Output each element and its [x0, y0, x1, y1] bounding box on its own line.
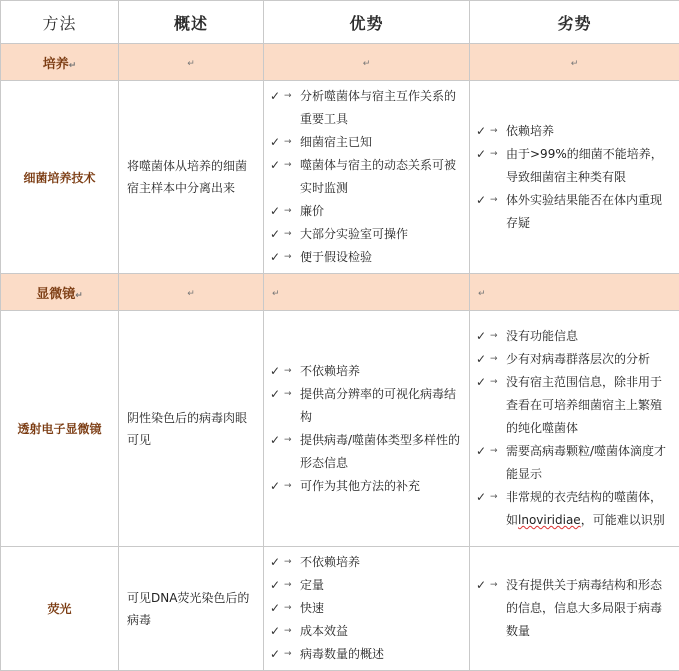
- list-item: [476, 371, 673, 440]
- check-icon: ✓: [476, 574, 486, 597]
- tab-arrow-icon: →: [284, 223, 292, 246]
- list-item-text: 病毒数量的概述: [300, 647, 384, 661]
- cons-list-extra: [470, 486, 679, 536]
- list-item: [270, 429, 463, 475]
- tab-arrow-icon: →: [490, 143, 498, 166]
- section-row-microscopy: [1, 274, 679, 311]
- list-item-text: 细菌宿主已知: [300, 135, 372, 149]
- tab-arrow-icon: →: [490, 348, 498, 371]
- list-item-text: 噬菌体与宿主的动态关系可被实时监测: [300, 158, 456, 195]
- empty-cell: ↵: [264, 44, 470, 81]
- list-item: [476, 574, 673, 643]
- tab-arrow-icon: →: [284, 597, 292, 620]
- list-item-text: 成本效益: [300, 624, 348, 638]
- tab-arrow-icon: →: [284, 643, 292, 666]
- check-icon: ✓: [476, 371, 486, 394]
- row-tem: [1, 311, 679, 547]
- method-overview: 可见DNA荧光染色后的病毒: [119, 547, 264, 671]
- list-item: [270, 360, 463, 383]
- check-icon: ✓: [270, 475, 280, 498]
- header-pros: 优势: [264, 1, 470, 44]
- list-item-text: 定量: [300, 578, 324, 592]
- method-overview: 将噬菌体从培养的细菌宿主样本中分离出来: [119, 81, 264, 274]
- list-item-text: 需要高病毒颗粒/噬菌体滴度才能显示: [506, 444, 666, 481]
- header-method: 方法: [1, 1, 119, 44]
- tab-arrow-icon: →: [490, 371, 498, 394]
- tab-arrow-icon: →: [284, 429, 292, 452]
- list-item: [270, 246, 463, 269]
- tab-arrow-icon: →: [490, 325, 498, 348]
- check-icon: ✓: [270, 597, 280, 620]
- list-item-text: 提供病毒/噬菌体类型多样性的形态信息: [300, 433, 460, 470]
- pros-list: [264, 356, 469, 502]
- list-item: [270, 643, 463, 666]
- header-row: [1, 1, 679, 44]
- list-item: [476, 189, 673, 235]
- list-item: [270, 475, 463, 498]
- tab-arrow-icon: →: [284, 131, 292, 154]
- tab-arrow-icon: →: [284, 620, 292, 643]
- check-icon: ✓: [476, 440, 486, 463]
- check-icon: ✓: [270, 154, 280, 177]
- list-item-text: 分析噬菌体与宿主互作关系的重要工具: [300, 89, 456, 126]
- tab-arrow-icon: →: [284, 360, 292, 383]
- empty-cell: ↵: [470, 44, 679, 81]
- tab-arrow-icon: →: [284, 246, 292, 269]
- check-icon: ✓: [270, 200, 280, 223]
- method-name: 透射电子显微镜: [1, 311, 119, 547]
- cons-cell: [470, 81, 679, 274]
- check-icon: ✓: [270, 383, 280, 406]
- empty-cell: ↵: [119, 44, 264, 81]
- list-item-text: 体外实验结果能否在体内重现存疑: [506, 193, 662, 230]
- header-cons: 劣势: [470, 1, 679, 44]
- list-item: [270, 574, 463, 597]
- list-item: [476, 348, 673, 371]
- list-item-text: 由于>99%的细菌不能培养，导致细菌宿主种类有限: [506, 147, 663, 184]
- cons-cell: [470, 547, 679, 671]
- list-item: [270, 383, 463, 429]
- header-overview: 概述: [119, 1, 264, 44]
- list-item: [270, 200, 463, 223]
- cons-cell: [470, 311, 679, 547]
- tab-arrow-icon: →: [284, 85, 292, 108]
- pros-list: [264, 547, 469, 670]
- check-icon: ✓: [476, 189, 486, 212]
- section-row-culture: [1, 44, 679, 81]
- list-item-text: 快速: [300, 601, 324, 615]
- list-item-text: 廉价: [300, 204, 324, 218]
- list-item: [476, 325, 673, 348]
- pros-list: [264, 81, 469, 273]
- pros-cell: [264, 81, 470, 274]
- tab-arrow-icon: →: [490, 120, 498, 143]
- check-icon: ✓: [476, 348, 486, 371]
- list-item: [270, 154, 463, 200]
- method-name: 荧光: [1, 547, 119, 671]
- list-item: [270, 131, 463, 154]
- tab-arrow-icon: →: [284, 551, 292, 574]
- tab-arrow-icon: →: [284, 383, 292, 406]
- check-icon: ✓: [270, 246, 280, 269]
- check-icon: ✓: [270, 429, 280, 452]
- list-item-text: 不依赖培养: [300, 364, 360, 378]
- list-item: [476, 440, 673, 486]
- method-overview: 阴性染色后的病毒肉眼可见: [119, 311, 264, 547]
- list-item: [476, 120, 673, 143]
- list-item-text: 没有功能信息: [506, 329, 578, 343]
- check-icon: ✓: [270, 551, 280, 574]
- cons-list: [470, 570, 679, 647]
- list-item-text: 提供高分辨率的可视化病毒结构: [300, 387, 456, 424]
- list-item: [270, 597, 463, 620]
- list-item-text: 大部分实验室可操作: [300, 227, 408, 241]
- check-icon: ✓: [476, 120, 486, 143]
- tab-arrow-icon: →: [284, 574, 292, 597]
- list-item-text: 没有提供关于病毒结构和形态的信息，信息大多局限于病毒数量: [506, 578, 662, 638]
- tab-arrow-icon: →: [284, 475, 292, 498]
- check-icon: ✓: [270, 574, 280, 597]
- pros-cell: [264, 311, 470, 547]
- section-title-culture: 培养↵: [1, 44, 119, 81]
- tab-arrow-icon: →: [490, 574, 498, 597]
- check-icon: ✓: [270, 620, 280, 643]
- check-icon: ✓: [270, 643, 280, 666]
- list-item: [270, 223, 463, 246]
- empty-cell: ↵: [264, 274, 470, 311]
- method-name: 细菌培养技术: [1, 81, 119, 274]
- cons-list: [470, 116, 679, 239]
- list-item: [270, 85, 463, 131]
- list-item-text: 少有对病毒群落层次的分析: [506, 352, 650, 366]
- check-icon: ✓: [476, 325, 486, 348]
- check-icon: ✓: [476, 143, 486, 166]
- list-item: [476, 143, 673, 189]
- empty-cell: ↵: [119, 274, 264, 311]
- list-item: ✓ → 非常规的衣壳结构的噬菌体，如lnoviridiae，可能难以识别: [476, 486, 673, 532]
- check-icon: ✓: [270, 223, 280, 246]
- check-icon: ✓: [270, 131, 280, 154]
- row-culture-tech: [1, 81, 679, 274]
- tab-arrow-icon: →: [284, 154, 292, 177]
- tab-arrow-icon: →: [490, 440, 498, 463]
- pros-cell: [264, 547, 470, 671]
- list-item-text: 不依赖培养: [300, 555, 360, 569]
- row-fluorescence: [1, 547, 679, 671]
- section-title-microscopy: 显微镜↵: [1, 274, 119, 311]
- check-icon: ✓: [270, 85, 280, 108]
- list-item-text: 依赖培养: [506, 124, 554, 138]
- list-item-text: 可作为其他方法的补充: [300, 479, 420, 493]
- tab-arrow-icon: →: [284, 200, 292, 223]
- list-item-text: 没有宿主范围信息，除非用于查看在可培养细菌宿主上繁殖的纯化噬菌体: [506, 375, 662, 435]
- empty-cell: ↵: [470, 274, 679, 311]
- cons-list: [470, 321, 679, 486]
- list-item-text: 便于假设检验: [300, 250, 372, 264]
- list-item: [270, 620, 463, 643]
- list-item: [270, 551, 463, 574]
- tab-arrow-icon: →: [490, 189, 498, 212]
- check-icon: ✓: [270, 360, 280, 383]
